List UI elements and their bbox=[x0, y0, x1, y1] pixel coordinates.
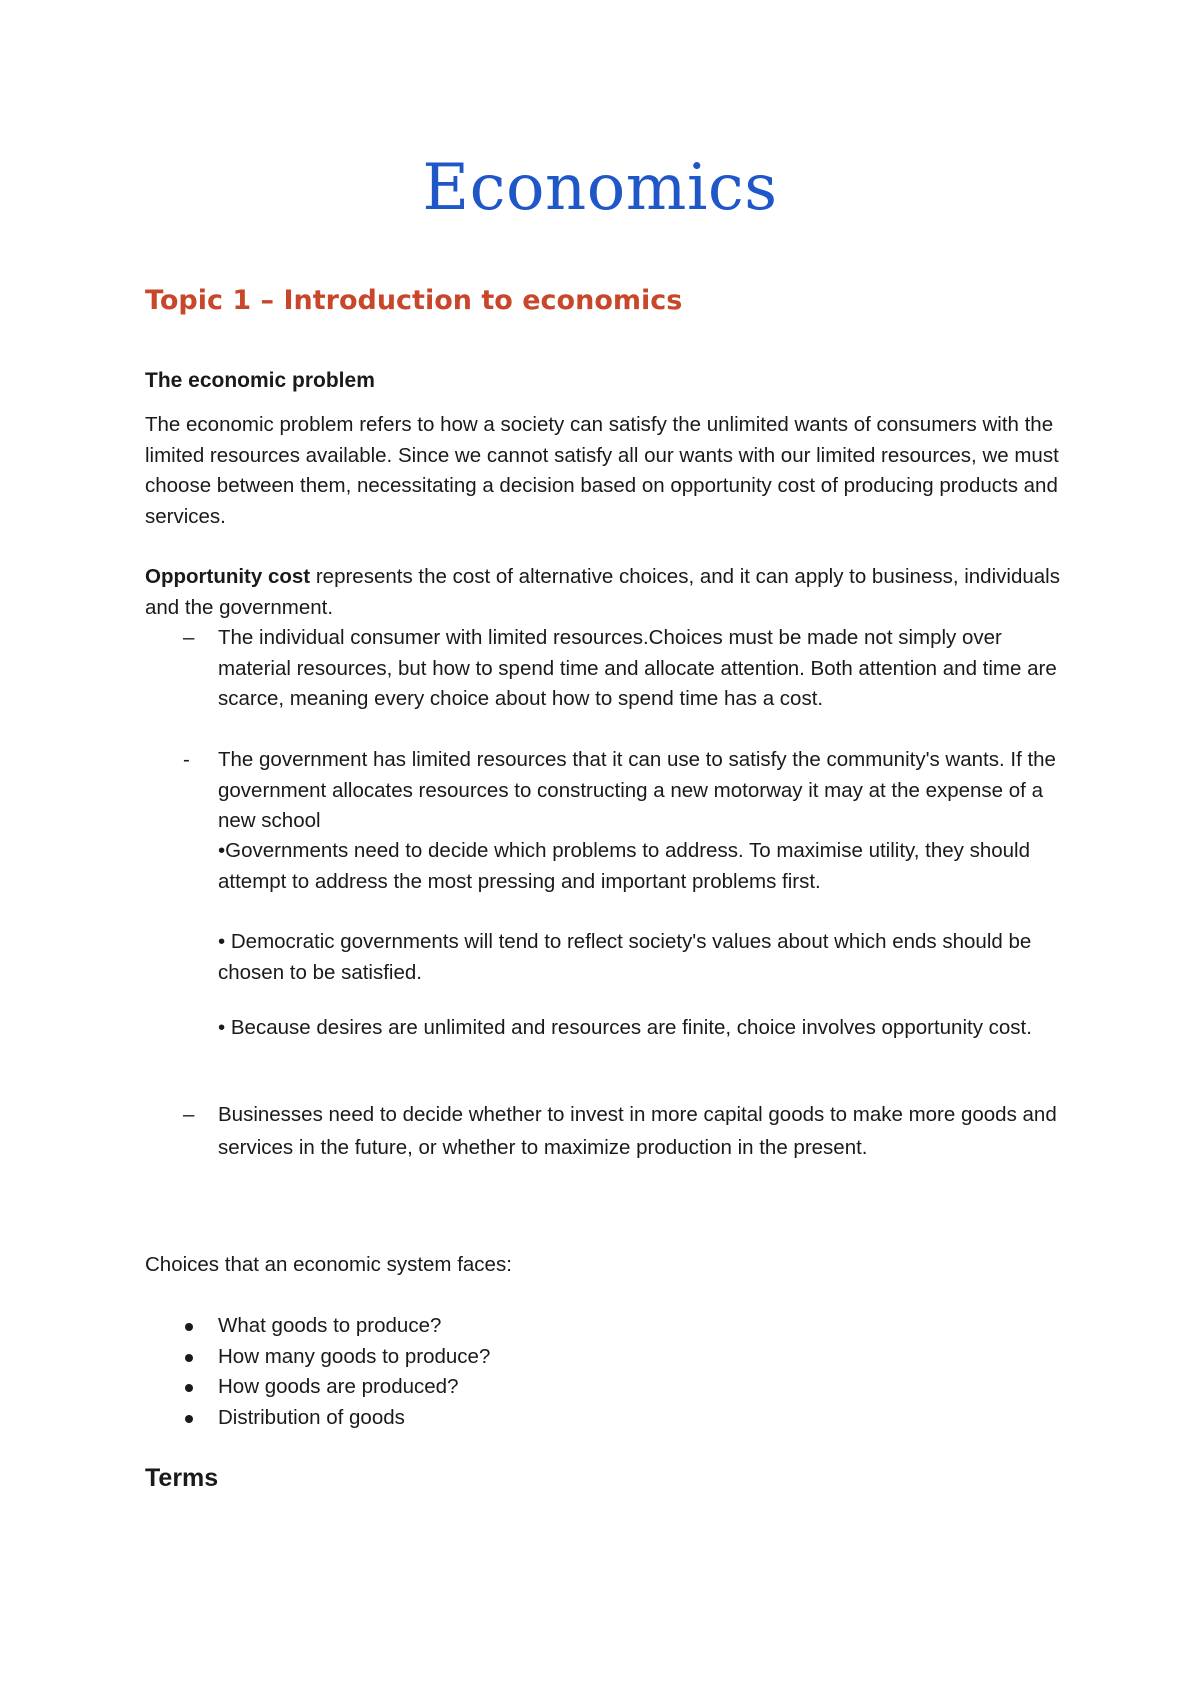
section-heading: The economic problem bbox=[145, 369, 375, 392]
list-item bbox=[145, 1342, 1045, 1373]
choices-intro: Choices that an economic system faces: bbox=[145, 1253, 512, 1276]
list-item bbox=[145, 1372, 1045, 1403]
dash-marker: - bbox=[183, 748, 190, 771]
document-title: Economics bbox=[422, 151, 778, 225]
opportunity-cost-term: Opportunity cost bbox=[145, 565, 311, 588]
opportunity-cost-definition: represents the cost of alternative choices, and it can apply to business, individuals and the government. bbox=[145, 565, 1060, 619]
choices-list bbox=[145, 1311, 1045, 1433]
government-bullet-2: • Democratic governments will tend to reflect society's values about which ends should be chosen to be satisfied. bbox=[218, 930, 1032, 984]
bullet-dot-icon bbox=[185, 1384, 193, 1392]
bullet-dot-icon bbox=[185, 1354, 193, 1362]
dash-marker: – bbox=[183, 1103, 195, 1126]
bullet-dot-icon bbox=[185, 1323, 193, 1331]
terms-heading: Terms bbox=[145, 1464, 219, 1492]
list-item-text: What goods to produce? bbox=[218, 1314, 442, 1337]
topic-heading: Topic 1 – Introduction to economics bbox=[145, 285, 683, 316]
list-item-text: How goods are produced? bbox=[218, 1375, 459, 1398]
dash-marker: – bbox=[183, 626, 195, 649]
government-bullet-3: • Because desires are unlimited and resources are finite, choice involves opportunity cost. bbox=[218, 1016, 1032, 1039]
bullet-dot-icon bbox=[185, 1415, 193, 1423]
list-item bbox=[145, 1311, 1045, 1342]
dash-item-text: Businesses need to decide whether to invest in more capital goods to make more goods and services in the future, or whether to maximize production in the present. bbox=[218, 1103, 1057, 1159]
government-bullet-1: •Governments need to decide which problems to address. To maximise utility, they should attempt to address the most pressing and important problems first. bbox=[218, 839, 1031, 893]
list-item-text: How many goods to produce? bbox=[218, 1344, 491, 1368]
intro-paragraph: The economic problem refers to how a society can satisfy the unlimited wants of consumers with the limited resources available. Since we cannot satisfy all our wants with our limited resources, we must choose between them, necessitating a decision based on opportunity cost of producing products and services. bbox=[145, 413, 1059, 528]
dash-item-text: The individual consumer with limited resources.Choices must be made not simply over material resources, but how to spend time and allocate attention. Both attention and time are scarce, meaning every choice about how to spend time has a cost. bbox=[218, 626, 1057, 710]
list-item bbox=[145, 1403, 1045, 1434]
list-item-text: Distribution of goods bbox=[218, 1405, 405, 1429]
dash-item-text: The government has limited resources that it can use to satisfy the community's wants. If the government allocates resources to constructing a new motorway it may at the expense of a new school bbox=[218, 748, 1056, 832]
opportunity-cost-paragraph bbox=[145, 562, 1070, 623]
